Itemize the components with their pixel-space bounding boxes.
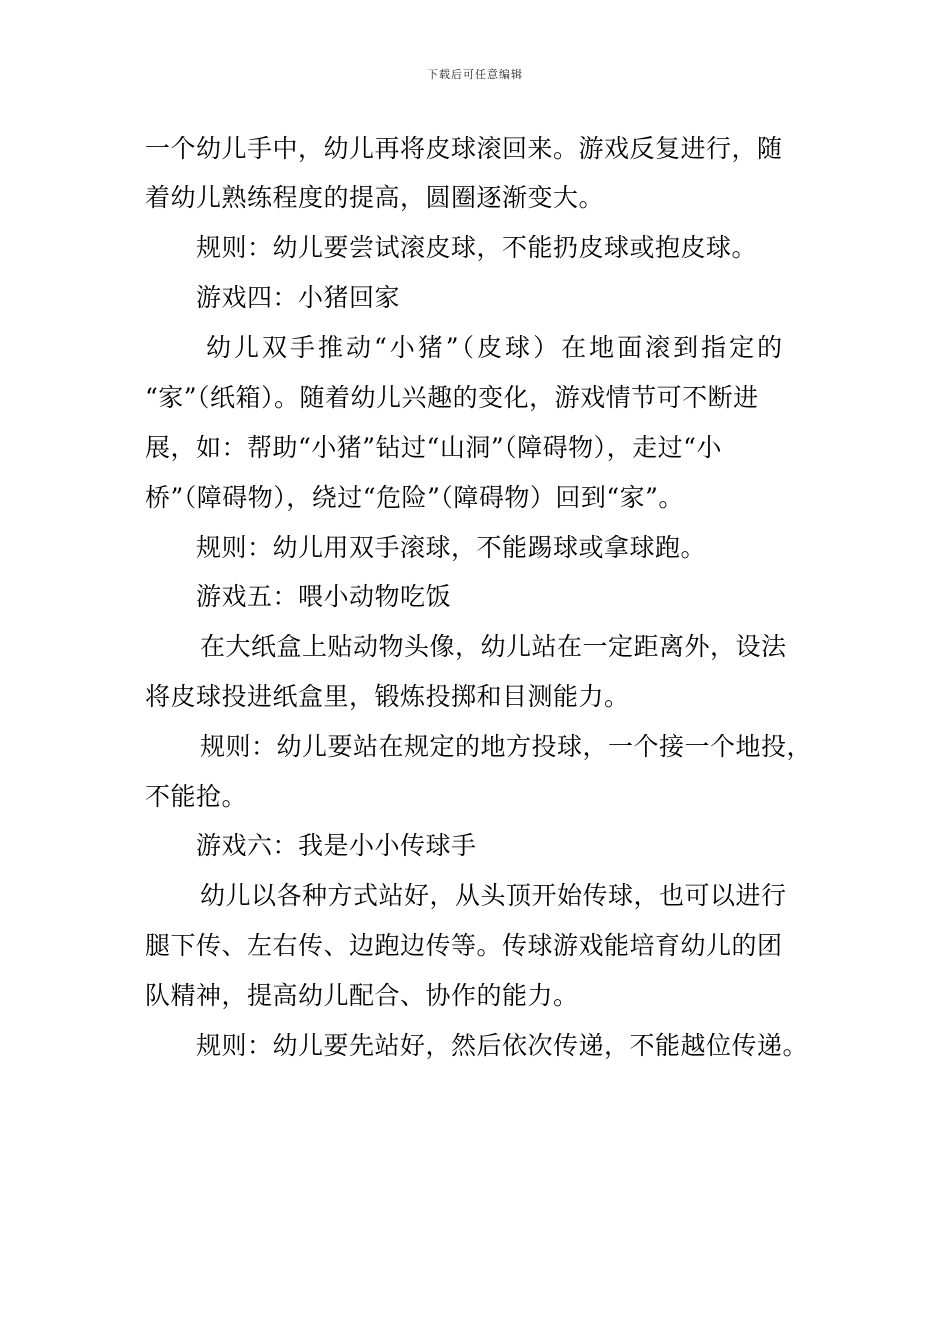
- body-line-14: 不能抢。: [145, 782, 248, 811]
- section-heading-game-6: 游戏六：我是小小传球手: [196, 831, 477, 860]
- body-line-13: 规则：幼儿要站在规定的地方投球，一个接一个地投，: [200, 732, 813, 761]
- body-line-12: 将皮球投进纸盒里，锻炼投掷和目测能力。: [145, 682, 630, 711]
- body-line-6: “家”（纸箱）。随着幼儿兴趣的变化，游戏情节可不断进: [145, 383, 759, 412]
- body-line-11: 在大纸盒上贴动物头像，幼儿站在一定距离外，设法: [200, 632, 787, 661]
- body-line-16: 幼儿以各种方式站好，从头顶开始传球，也可以进行: [200, 881, 787, 910]
- body-line-2: 着幼儿熟练程度的提高，圆圈逐渐变大。: [145, 183, 605, 212]
- section-heading-game-4: 游戏四：小猪回家: [196, 283, 401, 312]
- section-heading-game-5: 游戏五：喂小动物吃饭: [196, 582, 452, 611]
- body-line-5: 幼儿双手推动“小猪”（皮球）在地面滚到指定的: [206, 333, 786, 362]
- body-line-19: 规则：幼儿要先站好，然后依次传递，不能越位传递。: [196, 1031, 809, 1060]
- header-note: 下载后可任意编辑: [427, 68, 523, 81]
- body-line-18: 队精神，提高幼儿配合、协作的能力。: [145, 981, 579, 1010]
- body-line-17: 腿下传、左右传、边跑边传等。传球游戏能培育幼儿的团: [145, 931, 783, 960]
- body-line-1: 一个幼儿手中，幼儿再将皮球滚回来。游戏反复进行，随: [145, 134, 783, 163]
- body-line-3: 规则：幼儿要尝试滚皮球，不能扔皮球或抱皮球。: [196, 233, 758, 262]
- body-line-9: 规则：幼儿用双手滚球，不能踢球或拿球跑。: [196, 533, 707, 562]
- body-line-7: 展，如：帮助“小猪”钻过“山洞”（障碍物），走过“小: [145, 433, 722, 462]
- body-line-8: 桥”（障碍物），绕过“危险”（障碍物）回到“家”。: [145, 483, 684, 512]
